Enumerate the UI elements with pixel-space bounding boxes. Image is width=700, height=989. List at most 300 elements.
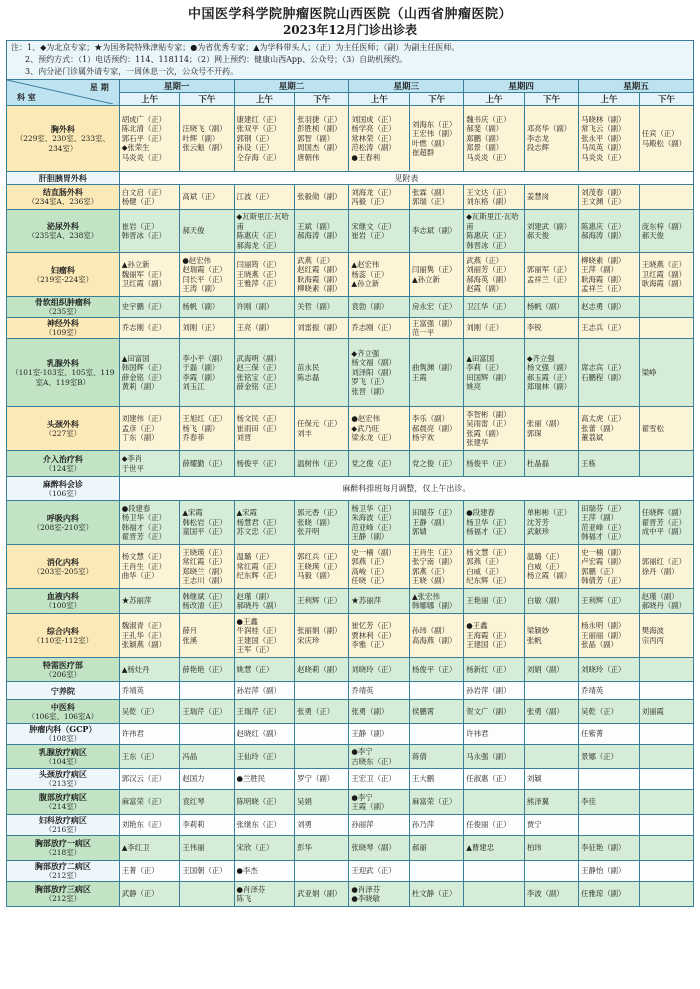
am-doctors-cell: 王静怡（副）	[579, 861, 640, 882]
am-doctors-cell: 赵志勇（副）	[579, 297, 640, 318]
am-doctors-cell: 袁勃（副）	[349, 297, 410, 318]
pm-doctors-cell	[410, 724, 464, 745]
am-doctors-cell: 史一楠（副） 卢宏霞（副） 郭鹏（正） 韩倩芳（正）	[579, 545, 640, 589]
pm-doctors-cell: 邓亮华（副） 李志龙 段志辉	[524, 106, 578, 172]
department-name: 腹部放疗病区	[38, 792, 87, 802]
pm-doctors-cell	[639, 724, 693, 745]
department-cell	[7, 815, 120, 836]
pm-doctors-cell: 张丽娟（副） 宋庆珍	[295, 614, 349, 658]
pm-doctors-cell	[524, 861, 578, 882]
department-room: （229室、230室、233室、234室）	[15, 133, 110, 153]
department-name: 宁养院	[50, 685, 75, 696]
department-row	[7, 172, 694, 185]
pm-doctors-cell: 刘建武（副） 郝天俊	[524, 210, 578, 253]
note-line: 3、内分泌门诊属外请专家，一周休息一次，公众号不开药。	[25, 67, 239, 76]
am-doctors-cell: 任雅琼（副）	[579, 882, 640, 907]
department-room: （109室）	[44, 328, 81, 337]
am-doctors-cell: 胡成广（正） 陈北清（正） 郭石平（正） ◆张荣生 马炎炎（正）	[119, 106, 180, 172]
am-doctors-cell: 柳晓素（副） 王萍（副） 耿海霞（副） 孟祥兰（正）	[579, 253, 640, 297]
am-doctors-cell: 崔忆芳（正） 贾林利（正） 李雅（正）	[349, 614, 410, 658]
department-name: 骨软组织肿瘤科	[34, 297, 91, 307]
pm-doctors-cell	[639, 185, 693, 210]
notes-box	[6, 40, 694, 79]
am-doctors-cell: ▲曹建忠	[464, 836, 525, 861]
am-doctors-cell: 赵晓红（副）	[234, 724, 295, 745]
department-room: （212室）	[44, 894, 81, 903]
am-doctors-cell: 康建红（正） 张双平（正） 郭钢（正） 孙设（正） 仝存海（正）	[234, 106, 295, 172]
pm-doctors-cell	[639, 318, 693, 339]
am-doctors-cell: 吴乾（正）	[579, 700, 640, 724]
department-room: （212室）	[44, 871, 81, 880]
am-doctors-cell: 闫丽筠（正） 王晓燕（正） 王雅萍（正）	[234, 253, 295, 297]
department-name: 胸外科	[50, 123, 75, 134]
department-row	[7, 861, 694, 882]
pm-doctors-cell	[639, 297, 693, 318]
pm-doctors-cell: 张霖（副） 郭瑞（正）	[410, 185, 464, 210]
pm-doctors-cell: 刘娟（副）	[524, 658, 578, 682]
pm-doctors-cell: 王晓瑛（正） 常红霞（正） 郑晓兰（副） 王志川（副）	[180, 545, 234, 589]
am-header: 上午	[579, 93, 640, 106]
department-row	[7, 545, 694, 589]
pm-doctors-cell: ◆齐立强 杨文强（副） 郝玉霞（正） 郑瑞林（副）	[524, 339, 578, 407]
am-doctors-cell: ●李宁 古晓东（正）	[349, 745, 410, 769]
am-doctors-cell: 刘晓玲（正）	[349, 658, 410, 682]
department-room: （235室）	[44, 307, 81, 316]
department-row	[7, 589, 694, 614]
pm-doctors-cell	[180, 724, 234, 745]
am-doctors-cell: 李征艳（副）	[579, 836, 640, 861]
am-doctors-cell: 乔靖英	[119, 682, 180, 700]
department-cell	[7, 745, 120, 769]
pm-doctors-cell	[295, 682, 349, 700]
note-line: 2、预约方式：（1）电话预约：114、118114；（2）网上预约：健康山西App、公众号；（3）自助机预约。	[25, 55, 408, 64]
pm-doctors-cell: 赵国力	[180, 769, 234, 790]
department-row	[7, 185, 694, 210]
pm-doctors-cell	[180, 882, 234, 907]
am-doctors-cell: 武海明（副） 赵三保（正） 张铭宝（正） 薛金铭（正）	[234, 339, 295, 407]
department-cell	[7, 185, 120, 210]
pm-doctors-cell	[639, 836, 693, 861]
pm-doctors-cell: 王大鹏	[410, 769, 464, 790]
am-doctors-cell: 席志宾（正） 石鹏程（副）	[579, 339, 640, 407]
department-cell	[7, 545, 120, 589]
am-doctors-cell	[579, 769, 640, 790]
am-doctors-cell: 马永强（副）	[464, 745, 525, 769]
am-doctors-cell: 王利辉（正）	[579, 589, 640, 614]
am-doctors-cell: 刘刚（正）	[464, 318, 525, 339]
pm-doctors-cell	[524, 682, 578, 700]
department-row	[7, 836, 694, 861]
am-doctors-cell: 姚慧（正）	[234, 658, 295, 682]
pm-doctors-cell: 赵晓莉（副）	[295, 658, 349, 682]
pm-doctors-cell: 王晓燕（正） 卫红霞（副） 耿海霞（副）	[639, 253, 693, 297]
am-doctors-cell: 王栋	[579, 451, 640, 477]
am-doctors-cell: ★苏丽萍	[349, 589, 410, 614]
am-doctors-cell: 王静（副）	[349, 724, 410, 745]
am-doctors-cell: 王宏卫（正）	[349, 769, 410, 790]
pm-doctors-cell: 郭红兵（正） 王晓瑛（正） 马毅（副）	[295, 545, 349, 589]
am-doctors-cell: 乔靖英	[349, 682, 410, 700]
am-doctors-cell: 武燕（正） 刘丽芳（正） 郝海英（副） 赵霞（副）	[464, 253, 525, 297]
pm-doctors-cell: 薛艳艳（正）	[180, 658, 234, 682]
am-doctors-cell: 张继东（正）	[234, 815, 295, 836]
department-cell	[7, 682, 120, 700]
department-room: （100室）	[44, 601, 81, 610]
am-doctors-cell: 任俊丽（正）	[464, 815, 525, 836]
department-row	[7, 477, 694, 501]
department-row	[7, 501, 694, 545]
pm-doctors-cell: 张勇（副）	[524, 700, 578, 724]
pm-doctors-cell: 李乐（副） 郝晨亮（副） 杨宇欢	[410, 407, 464, 451]
am-doctors-cell: 麻富荣（正）	[119, 790, 180, 815]
department-row	[7, 614, 694, 658]
pm-doctors-cell: 温璐（正） 白威（正） 杨立霞（副）	[524, 545, 578, 589]
am-doctors-cell: ▲李红卫	[119, 836, 180, 861]
am-doctors-cell: 陈明晓（正）	[234, 790, 295, 815]
am-doctors-cell: 许祎君	[119, 724, 180, 745]
pm-header: 下午	[180, 93, 234, 106]
day-header: 星期一	[119, 80, 234, 93]
am-doctors-cell: 马晓林（副） 常飞云（副） 张永平（副） 马凤英（副） 马炎炎（正）	[579, 106, 640, 172]
pm-doctors-cell: 张勇（正）	[295, 700, 349, 724]
pm-doctors-cell: 杜晶磊	[524, 451, 578, 477]
pm-doctors-cell: 白敏（副）	[524, 589, 578, 614]
pm-header: 下午	[639, 93, 693, 106]
pm-doctors-cell: 刘丽霞	[639, 700, 693, 724]
department-row	[7, 318, 694, 339]
am-doctors-cell: ●赵宏伟 ◆武乃旺 梁永龙（正）	[349, 407, 410, 451]
pm-doctors-cell: 李波（副）	[524, 882, 578, 907]
am-doctors-cell: ●王鑫 王海霞（正） 王建国（正）	[464, 614, 525, 658]
am-doctors-cell: 郭汉云（正）	[119, 769, 180, 790]
pm-doctors-cell: 樊海波 宗丙丙	[639, 614, 693, 658]
pm-doctors-cell: 刘海东（正） 王宏伟（副） 叶燃（副） 崔超群	[410, 106, 464, 172]
am-doctors-cell	[579, 815, 640, 836]
pm-doctors-cell: 彭华	[295, 836, 349, 861]
department-room: （124室）	[44, 463, 81, 473]
department-cell	[7, 106, 120, 172]
am-doctors-cell: 陈惠庆（正） 郝海涛（副）	[579, 210, 640, 253]
department-name: 麻醉科会诊	[42, 478, 83, 489]
department-cell	[7, 477, 120, 501]
pm-doctors-cell: 武燕（正） 赵红霞（副） 耿海霞（副） 柳晓素（副）	[295, 253, 349, 297]
pm-doctors-cell	[639, 882, 693, 907]
department-cell	[7, 451, 120, 477]
am-doctors-cell: 杨俊平（正）	[234, 451, 295, 477]
pm-doctors-cell: 苗永民 陈志磊	[295, 339, 349, 407]
am-doctors-cell: 王瑞芹（正）	[234, 700, 295, 724]
pm-doctors-cell	[295, 745, 349, 769]
department-row	[7, 745, 694, 769]
am-doctors-cell: 高太虎（正） 张蕾（副） 董荔斌	[579, 407, 640, 451]
department-name: 头颈放疗病区	[38, 769, 87, 779]
department-room: （108室）	[44, 734, 81, 743]
department-cell	[7, 318, 120, 339]
am-doctors-cell: ▲杨灶丹	[119, 658, 180, 682]
am-doctors-cell: ◆齐立强 杨文福（副） 刘泽阳（副） 罗飞（正） 张晋（副）	[349, 339, 410, 407]
pm-doctors-cell: 李锐	[524, 318, 578, 339]
am-doctors-cell: ◆瓦斯里江·瓦哈甫 陈惠庆（正） 韩晋冰（正）	[464, 210, 525, 253]
am-doctors-cell: ●兰胜民	[234, 769, 295, 790]
am-header: 上午	[119, 93, 180, 106]
pm-doctors-cell: ▲宋霞 韩松岩（正） 童国平（正）	[180, 501, 234, 545]
pm-doctors-cell: 冯晶	[180, 745, 234, 769]
pm-doctors-cell: 王肖生（正） 张宁南（副） 郭燕（正） 王晓（副）	[410, 545, 464, 589]
pm-doctors-cell: 刘雷振（副）	[295, 318, 349, 339]
pm-doctors-cell: 王国朝（正）	[180, 861, 234, 882]
am-doctors-cell: ◆李肖 于世平	[119, 451, 180, 477]
department-room: （106室、106室A）	[27, 711, 99, 721]
pm-doctors-cell: 张毅勋（副）	[295, 185, 349, 210]
corner-weekday-label: 星 期	[89, 82, 109, 92]
am-doctors-cell: ●肖泽芬 ●李晓敏	[349, 882, 410, 907]
pm-doctors-cell: 姜慧岗	[524, 185, 578, 210]
am-doctors-cell: 杨文慧（正） 王肖生（正） 曲华（正）	[119, 545, 180, 589]
am-doctors-cell: 刘晓玲（正）	[579, 658, 640, 682]
am-doctors-cell: 许刚（副）	[234, 297, 295, 318]
pm-doctors-cell	[639, 745, 693, 769]
department-row	[7, 790, 694, 815]
am-doctors-cell: 宋欣（正）	[234, 836, 295, 861]
pm-doctors-cell: 王伟丽	[180, 836, 234, 861]
am-doctors-cell: 王仙玲（正）	[234, 745, 295, 769]
day-header: 星期三	[349, 80, 464, 93]
department-cell	[7, 297, 120, 318]
am-doctors-cell: 刘建伟（正） 孟彦（正） 丁东（副）	[119, 407, 180, 451]
am-doctors-cell: 赵瑾（副） 郝晓丹（副）	[234, 589, 295, 614]
pm-doctors-cell: 高斌（正）	[180, 185, 234, 210]
am-doctors-cell: ▲赵宏伟 杨蕊（正） ▲孙立新	[349, 253, 410, 297]
pm-doctors-cell	[639, 769, 693, 790]
department-room: （227室）	[44, 428, 81, 438]
am-doctors-cell: 孙岩萍（副）	[234, 682, 295, 700]
am-doctors-cell: 刘茂春（副） 王文渊（正）	[579, 185, 640, 210]
am-doctors-cell: 王迎武（正）	[349, 861, 410, 882]
pm-doctors-cell	[639, 682, 693, 700]
am-doctors-cell: 王亮（副）	[234, 318, 295, 339]
am-doctors-cell	[464, 882, 525, 907]
department-cell	[7, 339, 120, 407]
am-doctors-cell: ●李杰	[234, 861, 295, 882]
department-cell	[7, 700, 120, 724]
department-room: （219室-224室）	[32, 274, 93, 284]
am-doctors-cell: 刘国成（正） 杨学亮（正） 常林荣（正） 范松涛（副） ●王春利	[349, 106, 410, 172]
am-doctors-cell: 杨卫华（正） 朱海波（正） 范亚峰（正） 王静（副）	[349, 501, 410, 545]
am-doctors-cell: 杨文慧（正） 郭燕（正） 白威（正） 纪东辉（正）	[464, 545, 525, 589]
pm-doctors-cell: 郭丽红（正） 徐丹（副）	[639, 545, 693, 589]
am-doctors-cell: 武静（正）	[119, 882, 180, 907]
pm-doctors-cell: 贾宁	[524, 815, 578, 836]
pm-doctors-cell: 庞东梓（副） 郝天俊	[639, 210, 693, 253]
department-room: （104室）	[44, 756, 81, 766]
am-doctors-cell: 刘海龙（正） 冯毅（正）	[349, 185, 410, 210]
am-doctors-cell: ▲宋霞 杨慧君（正） 苏文忠（正）	[234, 501, 295, 545]
department-room: （110室-112室）	[32, 635, 93, 645]
pm-doctors-cell: 刘勇	[295, 815, 349, 836]
pm-doctors-cell: 王富强（副） 范一平	[410, 318, 464, 339]
am-doctors-cell: 李佳	[579, 790, 640, 815]
pm-doctors-cell: 郝天俊	[180, 210, 234, 253]
pm-doctors-cell: 孙乃萍	[410, 815, 464, 836]
am-doctors-cell: ●王鑫 牛润桂（正） 王建国（正） 王军（正）	[234, 614, 295, 658]
department-room: （213室）	[44, 779, 81, 788]
am-doctors-cell: 田瑞芬（正） 王萍（副） 范亚峰（正） 韩福才（正）	[579, 501, 640, 545]
full-row-note: 见附表	[119, 172, 693, 185]
am-doctors-cell: 贺文广（副）	[464, 700, 525, 724]
am-doctors-cell: 魏淑青（正） 王孔华（正） 张颖燕（副）	[119, 614, 180, 658]
am-header: 上午	[234, 93, 295, 106]
department-room: （235室A、238室）	[27, 231, 99, 240]
pm-doctors-cell: 单彬彬（正） 沈芳芳 武献珍	[524, 501, 578, 545]
pm-doctors-cell	[524, 745, 578, 769]
department-row	[7, 882, 694, 907]
department-cell	[7, 210, 120, 253]
pm-doctors-cell: 熊泽翼	[524, 790, 578, 815]
am-doctors-cell: 孙丽萍	[349, 815, 410, 836]
department-name: 胸部放疗三病区	[34, 884, 91, 894]
am-doctors-cell: 宋继文（正） 崔岩（正）	[349, 210, 410, 253]
department-cell	[7, 769, 120, 790]
pm-doctors-cell	[639, 790, 693, 815]
pm-doctors-cell: 蒋倩	[410, 745, 464, 769]
am-doctors-cell: 王菁（正）	[119, 861, 180, 882]
pm-doctors-cell: 赵瑾（副） 郝晓丹（副）	[639, 589, 693, 614]
am-doctors-cell: 卫江华（正）	[464, 297, 525, 318]
department-name: 泌尿外科	[46, 221, 79, 231]
department-room: （218室）	[44, 848, 81, 857]
am-doctors-cell	[464, 790, 525, 815]
am-doctors-cell: ●段建春 杨卫华（正） 杨福才（正）	[464, 501, 525, 545]
am-doctors-cell: 党之俊（正）	[349, 451, 410, 477]
pm-doctors-cell: 党之俊（正）	[410, 451, 464, 477]
department-name: 结直肠外科	[42, 187, 83, 197]
am-doctors-cell: ●段建春 杨卫华（正） 韩福才（正） 翟晋芳（正）	[119, 501, 180, 545]
department-row	[7, 724, 694, 745]
department-row	[7, 297, 694, 318]
department-name: 妇瘤科	[50, 264, 75, 275]
pm-doctors-cell: 曲隽渊（副） 王霞	[410, 339, 464, 407]
am-doctors-cell: 乔志刚（正）	[349, 318, 410, 339]
am-doctors-cell: ●李宁 王霞（副）	[349, 790, 410, 815]
pm-doctors-cell	[410, 861, 464, 882]
department-cell	[7, 882, 120, 907]
pm-doctors-cell	[295, 861, 349, 882]
am-doctors-cell: 魏书庆（正） 郝斐（副） 郑鹏（副） 郑景（副） 马炎炎（正）	[464, 106, 525, 172]
department-name: 头颈外科	[46, 418, 79, 429]
department-row	[7, 815, 694, 836]
pm-doctors-cell: 温树伟（正）	[295, 451, 349, 477]
am-doctors-cell: 王文达（正） 刘东格（副）	[464, 185, 525, 210]
page-subtitle: 2023年12月门诊出诊表	[282, 23, 418, 37]
pm-doctors-cell: 侯鹏霄	[410, 700, 464, 724]
am-doctors-cell: ◆瓦斯里江·瓦哈甫 陈惠庆（正） 郝海龙（正）	[234, 210, 295, 253]
department-row	[7, 658, 694, 682]
pm-doctors-cell: 罗宁（副）	[295, 769, 349, 790]
pm-doctors-cell: 柏玮	[524, 836, 578, 861]
pm-doctors-cell: 汪晓飞（副） 叶辉（副） 张云魁（副）	[180, 106, 234, 172]
am-doctors-cell: 乔靖英	[579, 682, 640, 700]
pm-doctors-cell: 任保元（正） 刘丰	[295, 407, 349, 451]
department-name: 中医科	[50, 701, 75, 712]
corner-dept-label: 科 室	[17, 92, 36, 102]
am-header: 上午	[349, 93, 410, 106]
department-name: 妇科放疗病区	[38, 815, 87, 825]
department-room: （208室-210室）	[32, 522, 93, 532]
am-doctors-cell: 史宇鹏（正）	[119, 297, 180, 318]
pm-header: 下午	[295, 93, 349, 106]
full-row-note: 麻醉科排班每月调整，仅上午出诊。	[119, 477, 693, 501]
am-doctors-cell: ★苏丽萍	[119, 589, 180, 614]
department-row	[7, 682, 694, 700]
pm-doctors-cell: 吴娟	[295, 790, 349, 815]
department-name: 乳腺放疗病区	[38, 746, 87, 757]
pm-doctors-cell: 任晓辉（副） 翟晋芳（正） 成中平（副）	[639, 501, 693, 545]
pm-doctors-cell: ●赵宏伟 赵瑞霞（正） 闫长平（正） 王涛（副）	[180, 253, 234, 297]
pm-doctors-cell: 关哲（副）	[295, 297, 349, 318]
department-room: （101室-103室、105室、119室A、119室B）	[11, 367, 115, 387]
pm-doctors-cell: 王旭红（正） 杨飞（副） 乔春菲	[180, 407, 234, 451]
department-name: 乳腺外科	[46, 357, 79, 368]
department-row	[7, 339, 694, 407]
pm-doctors-cell: 杨帆（副）	[180, 297, 234, 318]
am-doctors-cell: 任紫菁	[579, 724, 640, 745]
department-name: 特需医疗部	[42, 659, 83, 670]
am-doctors-cell: ▲田富国 韩国辉（正） 薛金铭（正） 黄莉（副）	[119, 339, 180, 407]
department-room: （203室-205室）	[32, 566, 93, 576]
pm-doctors-cell: 王斌（副） 郝海涛（副）	[295, 210, 349, 253]
am-doctors-cell: 杨俊平（正）	[464, 451, 525, 477]
department-cell	[7, 172, 120, 185]
pm-doctors-cell: 房永宏（正）	[410, 297, 464, 318]
am-doctors-cell: ▲孙立新 魏丽军（正） 卫红霞（副）	[119, 253, 180, 297]
pm-doctors-cell: 闫丽隽（正） ▲孙立新	[410, 253, 464, 297]
am-doctors-cell: 刘艳东（正）	[119, 815, 180, 836]
pm-doctors-cell: 郭元香（正） 张晓（副） 张开明	[295, 501, 349, 545]
department-name: 消化内科	[46, 556, 79, 567]
department-room: （234室A、236室）	[27, 197, 99, 206]
am-doctors-cell: 杨新红（正）	[464, 658, 525, 682]
department-row	[7, 210, 694, 253]
pm-doctors-cell: 刘刚（正）	[180, 318, 234, 339]
department-cell	[7, 589, 120, 614]
pm-doctors-cell: 杜文静（正）	[410, 882, 464, 907]
pm-doctors-cell: 李小平（副） 于磊（副） 李霞（副） 刘玉江	[180, 339, 234, 407]
am-doctors-cell: 李智彬（副） 吴雨雷（正） 张霞（副） 张建华	[464, 407, 525, 451]
day-header: 星期二	[234, 80, 349, 93]
department-name: 呼吸内科	[46, 512, 79, 523]
pm-doctors-cell: 任宾（正） 马殿松（副）	[639, 106, 693, 172]
am-doctors-cell: 吴乾（正）	[119, 700, 180, 724]
table-corner	[7, 80, 120, 106]
pm-doctors-cell	[410, 682, 464, 700]
pm-doctors-cell: 郝丽	[410, 836, 464, 861]
pm-doctors-cell: 杨俊平（正）	[410, 658, 464, 682]
pm-doctors-cell	[639, 815, 693, 836]
department-row	[7, 106, 694, 172]
pm-doctors-cell: ▲张宏伟 韩娜娜（副）	[410, 589, 464, 614]
department-name: 肿瘤内科（GCP）	[29, 724, 97, 734]
pm-doctors-cell: 翟雪松	[639, 407, 693, 451]
pm-doctors-cell: 梁峥	[639, 339, 693, 407]
department-room: （214室）	[44, 802, 81, 811]
am-doctors-cell: 许祎君	[464, 724, 525, 745]
am-doctors-cell: ●肖泽芬 陈飞	[234, 882, 295, 907]
am-doctors-cell: ▲田富国 李莉（正） 田国辉（副） 姚亮	[464, 339, 525, 407]
department-row	[7, 769, 694, 790]
am-doctors-cell: 白文启（正） 杨健（正）	[119, 185, 180, 210]
schedule-body	[7, 106, 694, 907]
pm-doctors-cell	[295, 724, 349, 745]
